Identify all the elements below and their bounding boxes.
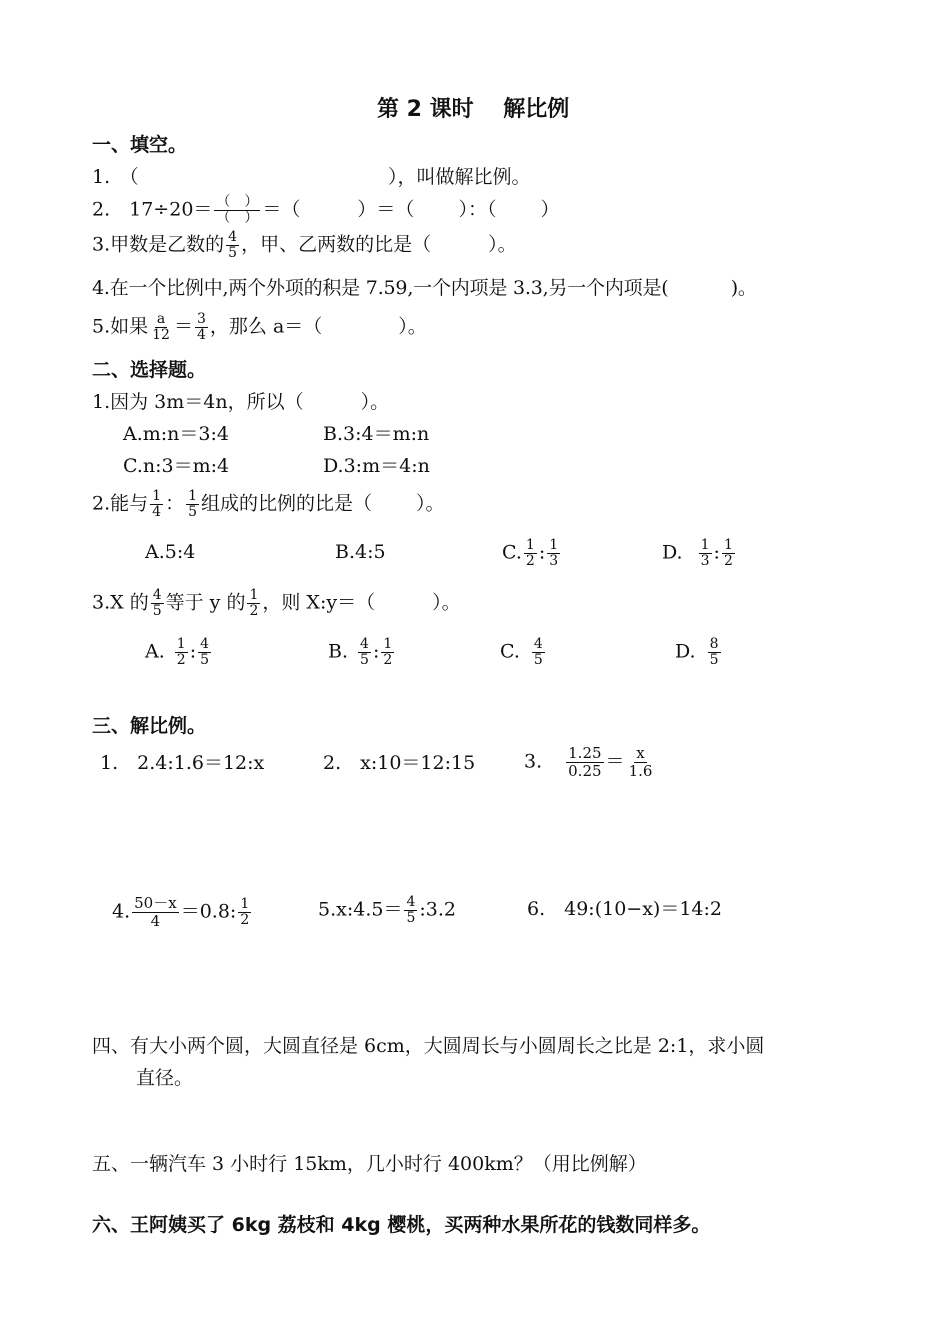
fraction-denominator: 2 <box>525 553 535 569</box>
equals-sign: ＝ <box>605 750 625 773</box>
fraction-denominator: 2 <box>249 603 259 619</box>
option-letter: C. <box>500 640 520 663</box>
fraction-denominator: （ ） <box>216 210 259 226</box>
fraction <box>247 588 260 619</box>
s6-problem: 六、王阿姨买了 6kg 荔枝和 4kg 樱桃，买两种水果所花的钱数同样多。 <box>92 1214 711 1236</box>
fraction-denominator: 5 <box>152 603 162 619</box>
s1-q5-rest: ，那么 a＝（ ）。 <box>209 315 427 338</box>
option-letter: D. <box>662 541 683 564</box>
s2-q2-option-b: B.4:5 <box>335 541 386 563</box>
fraction <box>198 637 211 668</box>
s1-q5-fraction-2 <box>195 312 208 343</box>
fraction-denominator: 5 <box>709 652 719 668</box>
fraction-numerator: 1 <box>240 896 250 912</box>
s2-q1-option-c: C.n:3＝m:4 <box>123 455 230 477</box>
s2-q2-option-d <box>662 538 737 569</box>
s4-problem-line-2: 直径。 <box>136 1067 194 1089</box>
fraction <box>358 637 371 668</box>
fraction-numerator: 4 <box>228 229 238 245</box>
s2-q3-option-a <box>145 637 213 668</box>
fraction-numerator: 1 <box>549 537 559 553</box>
fraction-denominator: 4 <box>152 504 162 520</box>
fraction-numerator: 1.25 <box>568 744 602 762</box>
fraction-numerator: 1 <box>383 636 393 652</box>
colon: : <box>372 640 380 663</box>
fraction-denominator: 4 <box>196 327 206 343</box>
section-2-heading: 二、选择题。 <box>92 359 207 381</box>
fraction <box>151 588 164 619</box>
s2-q3-rest: ，则 X:y＝（ ）。 <box>262 591 461 614</box>
fraction <box>175 637 188 668</box>
s1-q1-end: ），叫做解比例。 <box>388 166 531 188</box>
s2-q1-option-a: A.m:n＝3:4 <box>123 423 229 445</box>
s2-q3 <box>92 588 461 619</box>
colon: : <box>713 541 720 564</box>
fraction-denominator: 12 <box>152 327 170 343</box>
option-letter: C. <box>502 541 522 564</box>
fraction-numerator: 1 <box>188 488 197 504</box>
s1-q2 <box>92 195 560 226</box>
s2-q2-option-a: A.5:4 <box>145 541 196 563</box>
s2-q1-option-d: D.3:m＝4:n <box>323 455 430 477</box>
fraction <box>132 895 179 930</box>
option-letter: B. <box>328 640 349 663</box>
s1-q3-rest: ，甲、乙两数的比是（ ）。 <box>241 233 517 256</box>
fraction <box>532 637 545 668</box>
fraction <box>722 538 735 569</box>
fraction <box>186 489 199 520</box>
s1-q1-start: 1. （ <box>92 166 139 188</box>
fraction-denominator: 5 <box>188 504 197 520</box>
fraction <box>547 538 560 569</box>
fraction <box>524 538 537 569</box>
s3-problem-6: 6. 49:(10−x)＝14:2 <box>527 898 723 920</box>
s2-q3-option-c <box>500 637 547 668</box>
s1-q2-fraction <box>214 195 260 226</box>
equation-end: :3.2 <box>419 898 457 921</box>
s1-q4: 4.在一个比例中,两个外项的积是 7.59,一个内项是 3.3,另一个内项是( )。 <box>92 277 757 299</box>
fraction-numerator: 4 <box>406 894 416 910</box>
fraction-denominator: 5 <box>228 245 238 261</box>
s3-problem-3 <box>524 745 656 780</box>
fraction-numerator: 4 <box>360 636 369 652</box>
fraction-numerator: 3 <box>196 311 206 327</box>
fraction-numerator: 50－x <box>134 894 177 912</box>
fraction-numerator: 1 <box>700 537 710 553</box>
fraction-numerator: 1 <box>152 488 162 504</box>
s1-q5-text: 5.如果 <box>92 315 149 338</box>
fraction-numerator: 4 <box>152 587 162 603</box>
s3-problem-2: 2. x:10＝12:15 <box>323 752 476 774</box>
s3-problem-1: 1. 2.4:1.6＝12:x <box>100 752 265 774</box>
s5-problem: 五、一辆汽车 3 小时行 15km，几小时行 400km？（用比例解） <box>92 1153 647 1175</box>
problem-number: 4. <box>112 900 131 923</box>
fraction-denominator: 5 <box>533 652 543 668</box>
colon: ： <box>165 492 185 515</box>
s1-q2-text: 2. 17÷20＝ <box>92 198 213 221</box>
fraction-denominator: 3 <box>700 553 710 569</box>
option-letter: A. <box>145 640 165 663</box>
fraction <box>150 489 163 520</box>
fraction <box>699 538 712 569</box>
colon: : <box>189 640 197 663</box>
s1-q3 <box>92 230 517 261</box>
s2-q3-middle: 等于 y 的 <box>165 591 246 614</box>
fraction-denominator: 4 <box>150 912 161 930</box>
fraction-numerator: a <box>156 311 166 327</box>
fraction-numerator: 4 <box>200 636 210 652</box>
fraction-numerator: 1 <box>249 587 259 603</box>
equals-sign: ＝ <box>173 315 193 338</box>
colon: : <box>538 541 546 564</box>
fraction <box>566 745 603 780</box>
section-3-heading: 三、解比例。 <box>92 715 207 737</box>
fraction-denominator: 2 <box>240 912 250 928</box>
fraction-denominator: 2 <box>723 553 733 569</box>
fraction-denominator: 2 <box>383 652 393 668</box>
s1-q5-fraction-1 <box>150 312 172 343</box>
fraction <box>404 895 417 926</box>
s2-q3-text: 3.X 的 <box>92 591 149 614</box>
s2-q3-option-d <box>675 637 723 668</box>
s2-q2-rest: 组成的比例的比是（ ）。 <box>201 492 445 515</box>
fraction-numerator: （ ） <box>216 194 259 210</box>
s4-problem-line-1: 四、有大小两个圆，大圆直径是 6cm，大圆周长与小圆周长之比是 2:1，求小圆 <box>92 1035 765 1057</box>
fraction-numerator: 1 <box>723 537 733 553</box>
s2-q2-option-c <box>502 538 562 569</box>
s2-q1: 1.因为 3m＝4n，所以（ ）。 <box>92 391 390 413</box>
s2-q1-option-b: B.3:4＝m:n <box>323 423 430 445</box>
s1-q5 <box>92 312 427 343</box>
fraction-numerator: x <box>636 744 645 762</box>
s2-q2 <box>92 489 445 520</box>
s3-problem-4 <box>112 895 253 930</box>
page-title: 第 2 课时 解比例 <box>377 97 570 122</box>
fraction-denominator: 0.25 <box>568 762 602 780</box>
fraction-denominator: 3 <box>549 553 559 569</box>
fraction-denominator: 5 <box>406 910 416 926</box>
s2-q3-option-b <box>328 637 396 668</box>
equation-start: 5.x:4.5＝ <box>318 898 403 921</box>
s1-q3-fraction <box>226 230 239 261</box>
fraction-denominator: 5 <box>360 652 369 668</box>
s3-problem-5 <box>318 895 456 926</box>
s1-q3-text: 3.甲数是乙数的 <box>92 233 225 256</box>
fraction <box>627 745 655 780</box>
s2-q2-text: 2.能与 <box>92 492 149 515</box>
section-1-heading: 一、填空。 <box>92 134 188 156</box>
s1-q2-blanks: ＝（ ）＝（ ）：（ ） <box>262 198 560 221</box>
fraction <box>708 637 721 668</box>
fraction-numerator: 1 <box>525 537 535 553</box>
fraction-numerator: 8 <box>709 636 719 652</box>
equation-middle: ＝0.8: <box>180 900 237 923</box>
problem-number: 3. <box>524 750 543 773</box>
fraction-denominator: 5 <box>200 652 210 668</box>
fraction-numerator: 4 <box>533 636 543 652</box>
option-letter: D. <box>675 640 696 663</box>
fraction-denominator: 2 <box>176 652 186 668</box>
fraction <box>381 637 394 668</box>
fraction-denominator: 1.6 <box>628 762 653 780</box>
fraction <box>238 897 251 928</box>
fraction-numerator: 1 <box>176 636 186 652</box>
